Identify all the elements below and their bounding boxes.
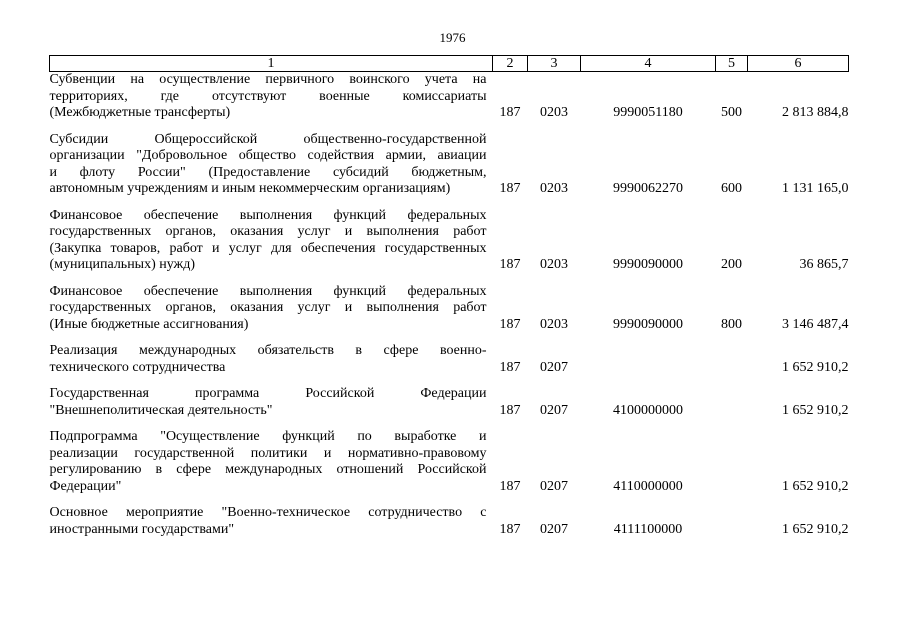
- row-spacer-cell: [50, 419, 849, 429]
- row-code-3: 0207: [540, 359, 568, 375]
- row-code-5: [716, 429, 748, 495]
- description-line: Финансовое обеспечение выполнения функций федеральных: [49, 283, 487, 299]
- row-spacer-cell: [50, 376, 849, 386]
- row-amount: 1 131 165,0: [782, 181, 849, 196]
- table-row: [50, 505, 849, 538]
- row-amount: 1 652 910,2: [782, 478, 849, 494]
- description-line: реализации государственной политики и нормативно-правовому: [49, 445, 487, 461]
- row-code-4: 9990090000: [613, 316, 683, 332]
- description-line: (Закупка товаров, работ и услуг для обеспечения государственных: [49, 240, 487, 256]
- row-code-5: 600: [721, 181, 742, 196]
- header-row: [50, 56, 849, 72]
- row-description: [50, 72, 493, 122]
- row-amount: 1 652 910,2: [782, 359, 849, 375]
- description-line: государственных органов, оказания услуг и выполнения работ: [49, 300, 487, 315]
- row-code-4: 9990051180: [613, 105, 683, 120]
- row-description: [50, 343, 493, 376]
- row-code-3: 0203: [540, 257, 568, 272]
- row-spacer-cell: [50, 495, 849, 505]
- row-code-5: [716, 386, 748, 419]
- description-line: (Межбюджетные трансферты): [49, 105, 231, 120]
- row-code-2: 187: [499, 521, 521, 537]
- column-header-6: 6: [748, 56, 849, 72]
- row-spacer: [50, 198, 849, 208]
- row-code-4: [581, 343, 716, 376]
- row-code-5: [716, 505, 748, 538]
- row-code-2: 187: [499, 478, 521, 494]
- row-code-2: 187: [499, 181, 521, 196]
- description-line: Государственная программа Российской Федерации: [49, 386, 487, 401]
- description-line: "Внешнеполитическая деятельность": [49, 402, 273, 418]
- description-line: Субвенции на осуществление первичного воинского учета на: [49, 72, 487, 87]
- description-line: Финансовое обеспечение выполнения функций федеральных: [49, 207, 487, 223]
- column-header-2: 2: [493, 56, 528, 72]
- row-spacer-cell: [50, 122, 849, 132]
- row-code-5: 200: [721, 257, 742, 272]
- row-description: [50, 132, 493, 198]
- table-row: [50, 72, 849, 122]
- row-spacer: [50, 495, 849, 505]
- description-line: Подпрограмма "Осуществление функций по выработке и: [49, 429, 487, 444]
- row-description: [50, 284, 493, 334]
- description-line: территориях, где отсутствуют военные комиссариаты: [49, 88, 487, 104]
- row-code-3: 0207: [540, 521, 568, 537]
- description-line: Основное мероприятие "Военно-техническое сотрудничество с: [49, 505, 487, 520]
- row-code-2: 187: [499, 359, 521, 375]
- row-code-3: 0207: [540, 478, 568, 494]
- column-header-1: 1: [50, 56, 493, 72]
- description-line: и флоту России" (Предоставление субсидий бюджетным,: [49, 164, 487, 180]
- description-line: (муниципальных) нужд): [49, 257, 196, 272]
- row-description: [50, 386, 493, 419]
- description-line: (Иные бюджетные ассигнования): [49, 316, 249, 332]
- row-code-3: 0203: [540, 316, 568, 332]
- row-code-4: 9990062270: [613, 181, 683, 196]
- column-header-4: 4: [581, 56, 716, 72]
- row-amount: 1 652 910,2: [782, 402, 849, 418]
- row-spacer-cell: [50, 198, 849, 208]
- row-spacer: [50, 274, 849, 284]
- table-row: [50, 343, 849, 376]
- row-amount: 36 865,7: [799, 257, 849, 272]
- description-line: технического сотрудничества: [49, 359, 226, 375]
- row-code-4: 4111100000: [613, 521, 683, 537]
- description-line: государственных органов, оказания услуг и выполнения работ: [49, 224, 487, 239]
- row-spacer-cell: [50, 333, 849, 343]
- row-code-2: 187: [499, 402, 521, 418]
- row-code-4: 9990090000: [613, 257, 683, 272]
- row-code-5: 500: [721, 105, 742, 120]
- row-code-2: 187: [499, 316, 521, 332]
- description-line: Федерации": [49, 478, 122, 494]
- row-code-5: 800: [721, 316, 742, 332]
- table-row: [50, 386, 849, 419]
- row-spacer: [50, 122, 849, 132]
- table-header: [50, 56, 849, 72]
- row-spacer: [50, 419, 849, 429]
- page-number: 1976: [439, 30, 466, 45]
- row-description: [50, 429, 493, 495]
- description-line: Реализация международных обязательств в сфере военно-: [49, 343, 487, 358]
- description-line: иностранными государствами": [49, 521, 235, 537]
- row-code-5: [716, 343, 748, 376]
- column-header-5: 5: [716, 56, 748, 72]
- row-spacer-cell: [50, 274, 849, 284]
- row-code-2: 187: [499, 105, 521, 120]
- description-line: Субсидии Общероссийской общественно-государственной: [49, 131, 487, 147]
- row-description: [50, 208, 493, 274]
- row-spacer: [50, 333, 849, 343]
- column-header-3: 3: [528, 56, 581, 72]
- row-code-3: 0203: [540, 181, 568, 196]
- row-code-3: 0203: [540, 105, 568, 120]
- row-description: [50, 505, 493, 538]
- row-code-3: 0207: [540, 402, 568, 418]
- row-spacer: [50, 376, 849, 386]
- table-row: [50, 208, 849, 274]
- row-amount: 2 813 884,8: [782, 105, 849, 120]
- description-line: организации "Добровольное общество содействия армии, авиации: [49, 148, 487, 163]
- table-body: [50, 72, 849, 539]
- table-row: [50, 132, 849, 198]
- row-code-4: 4110000000: [613, 478, 683, 494]
- description-line: автономным учреждениям и иным некоммерческим организациям): [49, 181, 451, 196]
- row-code-4: 4100000000: [613, 402, 683, 418]
- table-row: [50, 284, 849, 334]
- row-amount: 1 652 910,2: [782, 521, 849, 537]
- description-line: регулированию в сфере международных отношений Российской: [49, 462, 487, 477]
- row-amount: 3 146 487,4: [782, 316, 849, 332]
- row-code-2: 187: [499, 257, 521, 272]
- budget-table: [49, 55, 849, 538]
- table-row: [50, 429, 849, 495]
